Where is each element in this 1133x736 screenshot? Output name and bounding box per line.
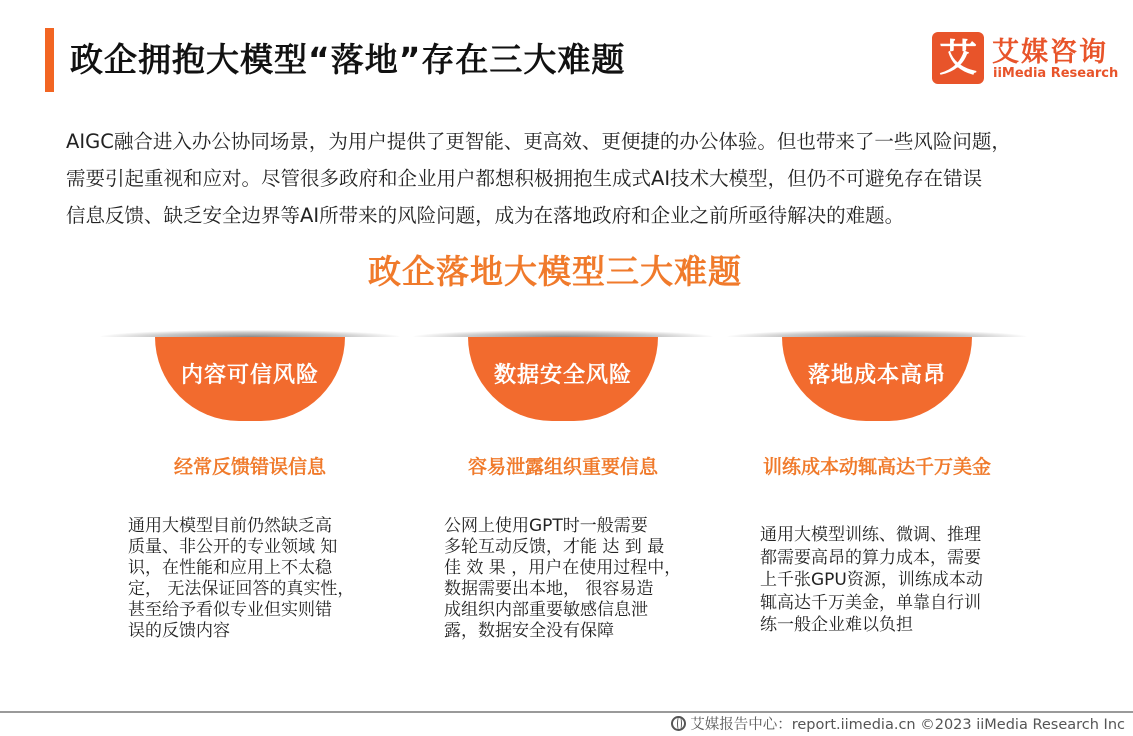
risk-description [128,516,388,642]
footer [671,713,1125,734]
risk-label: 数据安全风险 [493,363,632,388]
globe-icon [671,716,686,731]
risk-label: 内容可信风险 [180,363,319,388]
intro-line: 信息反馈、缺乏安全边界等AI所带来的风险问题，成为在落地政府和企业之前所亟待解决的难题。 [66,204,905,227]
description-line: 多轮互动反馈，才能 达 到 最 [444,537,665,557]
description-line: 露，数据安全没有保障 [444,621,614,641]
logo-mark: 艾 [932,32,984,84]
risk-card-data-security [413,300,713,660]
title-accent-bar [45,28,54,92]
description-line: 辄高达千万美金，单靠自行训 [760,592,981,613]
section-title: 政企落地大模型三大难题 [368,252,742,291]
risk-headline: 经常反馈错误信息 [173,456,326,478]
description-line: 都需要高昂的算力成本，需要 [760,547,981,568]
intro-paragraph [66,123,1106,234]
description-line: 通用大模型目前仍然缺乏高 [128,516,332,536]
footer-text[interactable]: 艾媒报告中心：report.iimedia.cn ©2023 iiMedia Research Inc [690,717,1125,733]
risk-description [444,516,704,642]
page-title: 政企拥抱大模型“落地”存在三大难题 [70,40,626,79]
description-line: 练一般企业难以负担 [760,615,913,635]
risk-headline: 容易泄露组织重要信息 [467,456,658,478]
logo-name-cn: 艾媒咨询 [992,37,1108,68]
risk-label: 落地成本高昂 [807,363,946,388]
description-line: 成组织内部重要敏感信息泄 [444,600,648,620]
risk-headline: 训练成本动辄高达千万美金 [762,456,991,478]
intro-line: AIGC融合进入办公协同场景，为用户提供了更智能、更高效、更便捷的办公体验。但也带来了一些风险问题， [66,130,1011,153]
description-line: 定， 无法保证回答的真实性， [128,579,355,599]
description-line: 通用大模型训练、微调、推理 [760,525,981,545]
description-line: 识，在性能和应用上不太稳 [128,558,332,578]
risk-description [760,524,1020,637]
logo-name-en: iiMedia Research [993,66,1119,81]
description-line: 上千张GPU资源，训练成本动 [760,570,983,590]
description-line: 甚至给予看似专业但实则错 [128,600,332,620]
description-line: 数据需要出本地， 很容易造 [444,579,654,599]
risk-card-deployment-cost [727,300,1027,660]
description-line: 佳 效 果 ，用户在使用过程中， [444,558,682,578]
description-line: 误的反馈内容 [128,621,230,641]
description-line: 公网上使用GPT时一般需要 [444,516,648,536]
iimedia-logo [932,32,1122,84]
description-line: 质量、非公开的专业领域 知 [128,537,338,557]
risk-card-content-trust [100,300,400,660]
intro-line: 需要引起重视和应对。尽管很多政府和企业用户都想积极拥抱生成式AI技术大模型，但仍不可避免存在错误 [66,167,983,190]
